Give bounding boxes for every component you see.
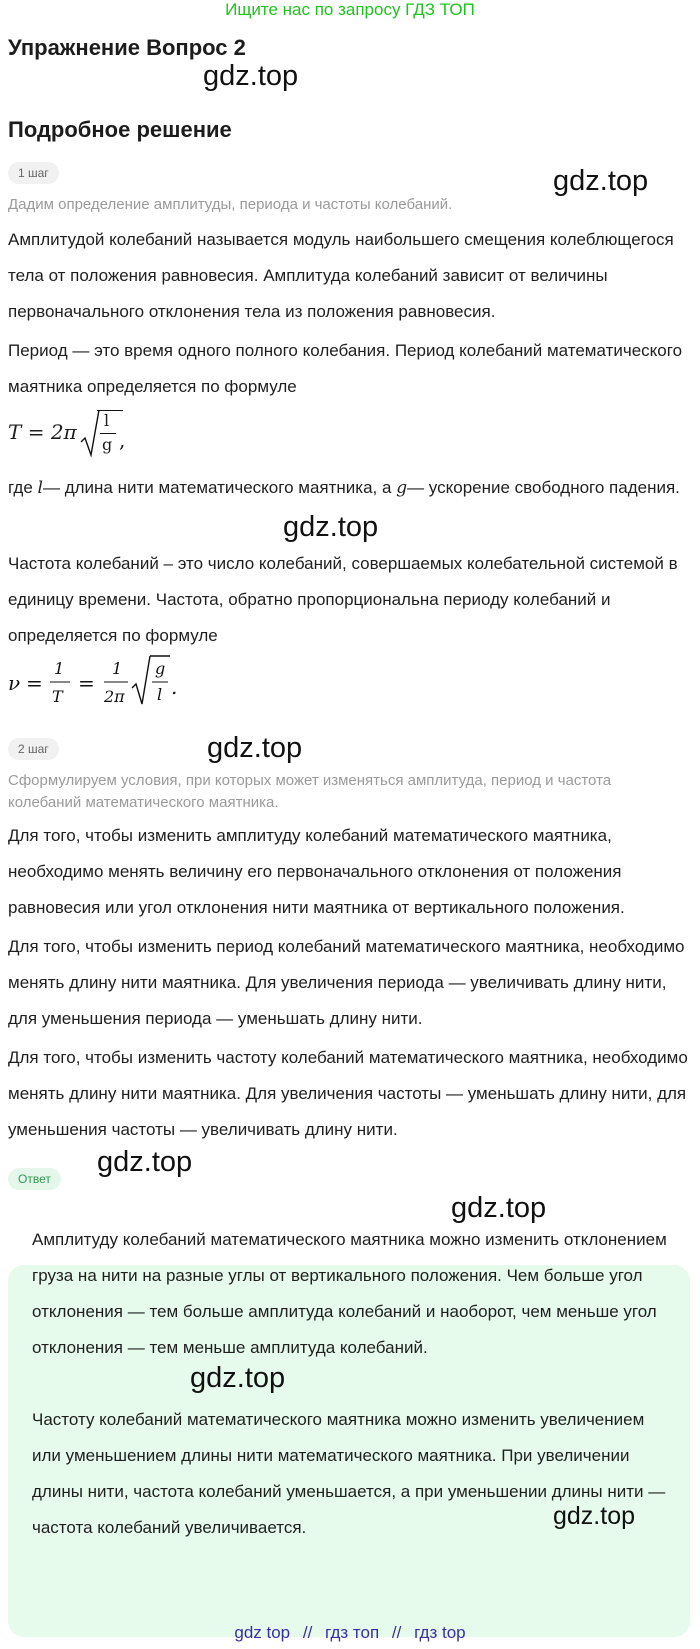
watermark: gdz.top <box>190 1362 286 1394</box>
formula-period-numerator: l <box>104 411 110 430</box>
formula-period-denominator: g <box>102 435 113 454</box>
symbol-g: g <box>396 478 408 498</box>
step-2-note: Сформулируем условия, при которых может изменяться амплитуда, период и частота колебаний математического маятника. <box>8 772 612 811</box>
fraction-line <box>100 433 116 434</box>
svg-text:1: 1 <box>112 659 123 678</box>
answer-paragraph-frequency: Частоту колебаний математического маятника можно изменить увеличением или уменьшением длины нити математического маятника. При увеличении длины нити, частота колебаний уменьшается, а при уменьшении длины нити — частота колебаний увеличивается. <box>32 1410 666 1537</box>
step-1-note: Дадим определение амплитуды, периода и частоты колебаний. <box>8 196 453 213</box>
page-title: Упражнение Вопрос 2 <box>8 35 246 60</box>
footer-separator: // <box>302 1623 313 1642</box>
svg-text:g: g <box>155 659 166 678</box>
section-heading: Подробное решение <box>8 117 232 142</box>
step-1-paragraph-amplitude: Амплитудой колебаний называется модуль наибольшего смещения колеблющегося тела от положения равновесия. Амплитуда колебаний зависит от величины первоначального отклонения тела из положения равновесия. <box>8 230 674 321</box>
sqrt-bar <box>97 410 123 411</box>
formula-period-lhs: T = 2π <box>8 420 77 444</box>
watermark: gdz.top <box>207 732 303 764</box>
step-2-paragraph-frequency: Для того, чтобы изменить частоту колебаний математического маятника, необходимо менять длину нити маятника. Для увеличения частоты — уменьшать длину нити, для уменьшения частоты — увеличивать длину нити. <box>8 1048 688 1139</box>
symbol-l: l <box>37 478 43 498</box>
svg-text:=: = <box>26 671 43 695</box>
step-1-paragraph-where <box>8 470 694 506</box>
footer-separator: // <box>391 1623 402 1642</box>
formula-comma: , <box>119 428 126 452</box>
svg-text:.: . <box>171 675 178 699</box>
formula-frequency <box>8 652 688 710</box>
step-2-paragraph-period: Для того, чтобы изменить период колебаний математического маятника, необходимо менять длину нити маятника. Для увеличения периода — увеличивать длину нити, для уменьшения периода — уменьшать длину нити. <box>8 937 685 1028</box>
svg-text:1: 1 <box>54 659 65 678</box>
watermark: gdz.top <box>553 1502 636 1530</box>
step-1-paragraph-period: Период — это время одного полного колебания. Период колебаний математического маятника определяется по формуле <box>8 341 683 396</box>
svg-text:=: = <box>78 671 95 695</box>
where-text-g: — ускорение свободного падения. <box>407 478 680 497</box>
watermark: gdz.top <box>283 511 379 543</box>
formula-frequency-drawing <box>8 652 208 710</box>
step-1-paragraph-frequency: Частота колебаний – это число колебаний, совершаемых колебательной системой в единицу времени. Частота, обратно пропорциональна периоду колебаний и определяется по формуле <box>8 554 678 645</box>
svg-text:2π: 2π <box>104 687 125 706</box>
where-text: где <box>8 478 33 497</box>
answer-chip: Ответ <box>8 1168 61 1190</box>
footer-link-gdz-top-mixed[interactable]: гдз top <box>414 1623 466 1642</box>
watermark: gdz.top <box>451 1192 547 1224</box>
watermark: gdz.top <box>97 1146 193 1178</box>
footer-link-gdz-top[interactable]: gdz top <box>234 1623 291 1642</box>
formula-period <box>8 404 168 460</box>
answer-paragraph-amplitude: Амплитуду колебаний математического маятника можно изменить отклонением груза на нити на разные углы от вертикального положения. Чем больше угол отклонения — тем больше амплитуда колебаний и наоборот, чем меньше угол отклонения — тем меньше амплитуда колебаний. <box>32 1230 667 1357</box>
step-2-paragraph-amplitude: Для того, чтобы изменить амплитуду колебаний математического маятника, необходимо менять величину его первоначального отклонения от положения равновесия или угол отклонения нити маятника от вертикального положения. <box>8 826 625 917</box>
step-1-chip: 1 шаг <box>8 162 59 184</box>
step-2-chip: 2 шаг <box>8 738 59 760</box>
svg-text:ν: ν <box>8 671 21 695</box>
sqrt-sign-icon <box>80 408 100 458</box>
watermark: gdz.top <box>553 165 649 197</box>
footer-link-gdz-top-cyrillic[interactable]: гдз топ <box>325 1623 380 1642</box>
watermark: gdz.top <box>203 60 299 92</box>
search-hint-link[interactable]: Ищите нас по запросу ГДЗ ТОП <box>225 0 475 19</box>
svg-text:T: T <box>52 687 63 706</box>
where-text-l: — длина нити математического маятника, а <box>42 478 392 497</box>
svg-text:l: l <box>157 685 163 704</box>
footer-links <box>0 1623 700 1643</box>
